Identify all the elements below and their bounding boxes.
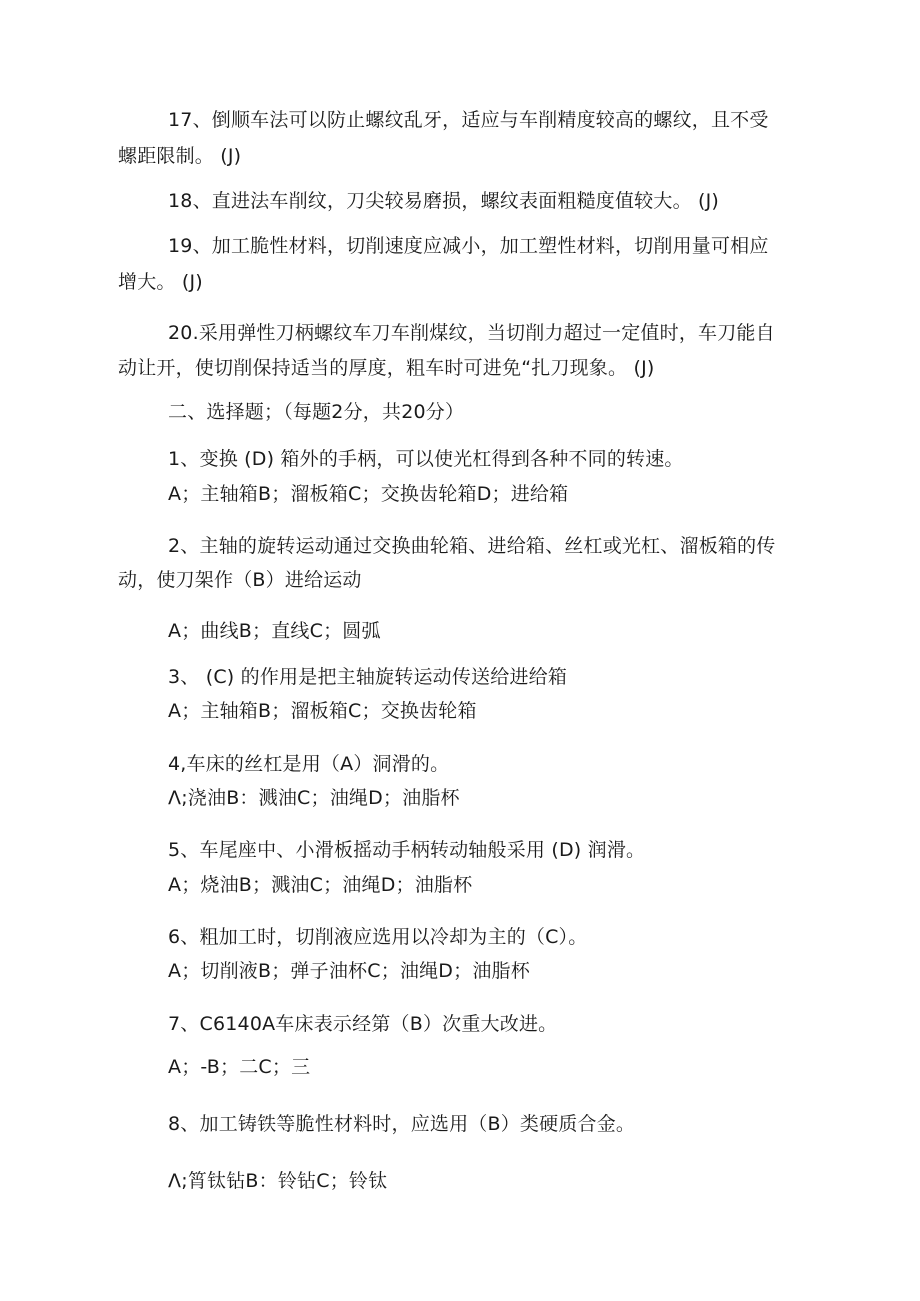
mc6-question: 6、粗加工时，切削液应选用以冷却为主的（C）。 bbox=[168, 926, 588, 948]
q19-line-2: 增大。 (J) bbox=[118, 271, 203, 293]
section-heading: 二、选择题；（每题2分，共20分） bbox=[168, 401, 465, 423]
mc4-question: 4,车床的丝杠是用（A）洞滑的。 bbox=[168, 753, 450, 775]
q19-line-1: 19、加工脆性材料，切削速度应减小，加工塑性材料，切削用量可相应 bbox=[168, 235, 769, 257]
mc5-question: 5、车尾座中、小滑板摇动手柄转动轴般采用 (D) 润滑。 bbox=[168, 839, 646, 861]
q20-line-2: 动让开，使切削保持适当的厚度，粗车时可进免“扎刀现象。 (J) bbox=[118, 357, 655, 379]
mc7-options: A；-B；二C；三 bbox=[168, 1056, 311, 1078]
mc7-question: 7、C6140A车床表示经第（B）次重大改进。 bbox=[168, 1013, 558, 1035]
mc2-options: A；曲线B；直线C；圆弧 bbox=[168, 620, 381, 642]
q17-line-2: 螺距限制。 (J) bbox=[118, 145, 242, 167]
q20-line-1: 20.采用弹性刀柄螺纹车刀车削煤纹，当切削力超过一定值时，车刀能自 bbox=[168, 322, 775, 344]
mc6-options: A；切削液B；弹子油杯C；油绳D；油脂杯 bbox=[168, 960, 530, 982]
mc1-question: 1、变换 (D) 箱外的手柄，可以使光杠得到各种不同的转速。 bbox=[168, 448, 684, 470]
mc2-question-line-2: 动，使刀架作（B）进给运动 bbox=[118, 569, 362, 591]
mc1-options: A；主轴箱B；溜板箱C；交换齿轮箱D；进给箱 bbox=[168, 483, 569, 505]
mc8-question: 8、加工铸铁等脆性材料时，应选用（B）类硬质合金。 bbox=[168, 1113, 636, 1135]
q17-line-1: 17、倒顺车法可以防止螺纹乱牙，适应与车削精度较高的螺纹，且不受 bbox=[168, 109, 769, 131]
mc3-question: 3、 (C) 的作用是把主轴旋转运动传送给进给箱 bbox=[168, 666, 568, 688]
mc8-options: Λ;筲钛钻B：铃钻C；铃钛 bbox=[168, 1170, 388, 1192]
mc2-question-line-1: 2、主轴的旋转运动通过交换曲轮箱、进给箱、丝杠或光杠、溜板箱的传 bbox=[168, 535, 776, 557]
q18-line: 18、直进法车削纹，刀尖较易磨损，螺纹表面粗糙度值较大。 (J) bbox=[168, 190, 720, 212]
mc3-options: A；主轴箱B；溜板箱C；交换齿轮箱 bbox=[168, 700, 477, 722]
mc4-options: Λ;浇油B：溅油C；油绳D；油脂杯 bbox=[168, 787, 460, 809]
mc5-options: A；烧油B；溅油C；油绳D；油脂杯 bbox=[168, 874, 473, 896]
